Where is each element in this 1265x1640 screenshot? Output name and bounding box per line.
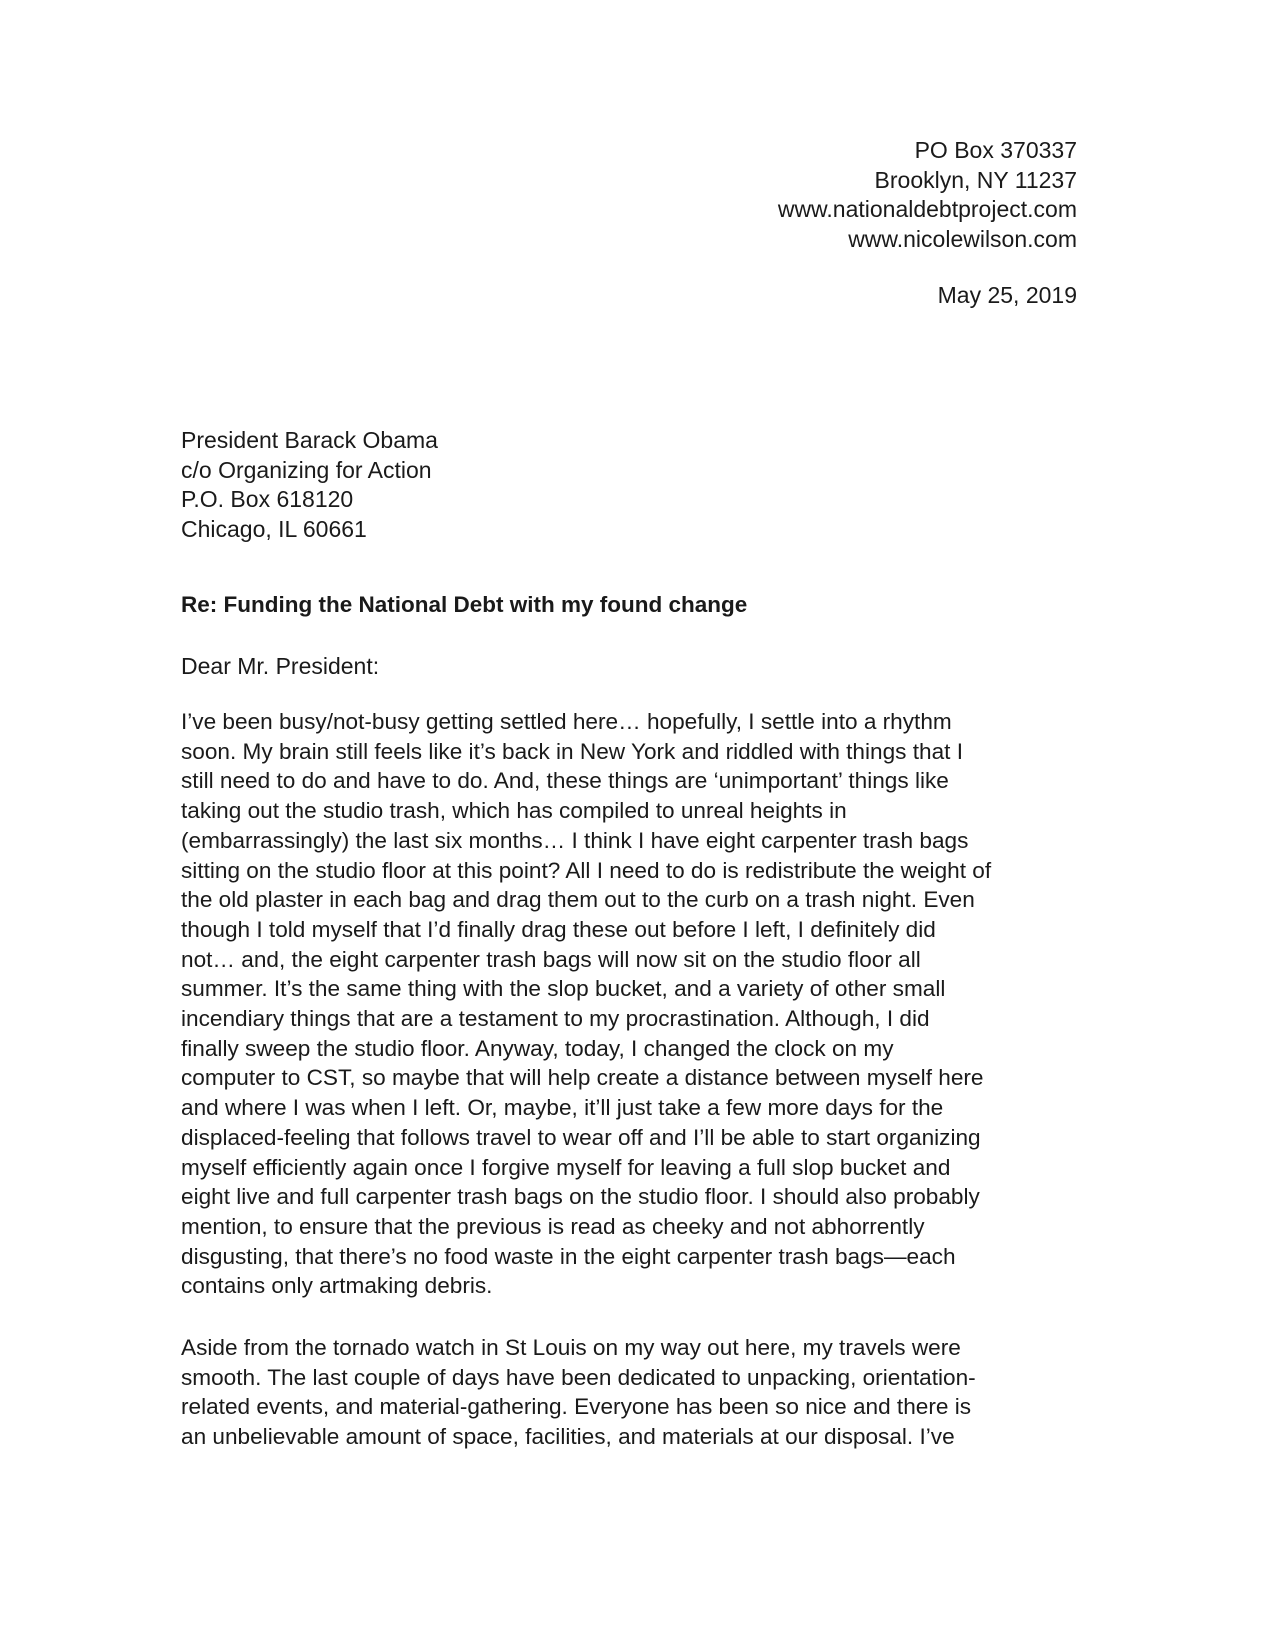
body-line: not… and, the eight carpenter trash bags will now sit on the studio floor all bbox=[181, 946, 921, 972]
body-line: and where I was when I left. Or, maybe, it’ll just take a few more days for the bbox=[181, 1095, 944, 1121]
sender-website-line: www.nicolewilson.com bbox=[848, 225, 1077, 252]
body-line: myself efficiently again once I forgive myself for leaving a full slop bucket and bbox=[181, 1154, 951, 1180]
body-line: mention, to ensure that the previous is read as cheeky and not abhorrently bbox=[181, 1213, 925, 1239]
body-line: though I told myself that I’d finally drag these out before I left, I definitely did bbox=[181, 916, 936, 942]
recipient-address bbox=[181, 426, 438, 544]
body-line: the old plaster in each bag and drag them out to the curb on a trash night. Even bbox=[181, 887, 975, 913]
body-line: incendiary things that are a testament to my procrastination. Although, I did bbox=[181, 1006, 930, 1032]
body-paragraph bbox=[181, 707, 1081, 1301]
body-line: computer to CST, so maybe that will help create a distance between myself here bbox=[181, 1065, 984, 1091]
recipient-address-line: c/o Organizing for Action bbox=[181, 456, 432, 483]
body-line: (embarrassingly) the last six months… I think I have eight carpenter trash bags bbox=[181, 827, 969, 853]
subject-line: Re: Funding the National Debt with my found change bbox=[181, 592, 748, 617]
sender-address bbox=[778, 136, 1077, 254]
body-line: an unbelievable amount of space, facilities, and materials at our disposal. I’ve bbox=[181, 1424, 955, 1450]
body-line: eight live and full carpenter trash bags on the studio floor. I should also probably bbox=[181, 1184, 980, 1210]
body-line: disgusting, that there’s no food waste in the eight carpenter trash bags—each bbox=[181, 1243, 956, 1269]
recipient-name: President Barack Obama bbox=[181, 427, 438, 453]
letter-date: May 25, 2019 bbox=[937, 282, 1077, 308]
body-line: related events, and material-gathering. Everyone has been so nice and there is bbox=[181, 1394, 972, 1420]
body-line: summer. It’s the same thing with the slop bucket, and a variety of other small bbox=[181, 976, 946, 1002]
body-line: I’ve been busy/not-busy getting settled here… hopefully, I settle into a rhythm bbox=[181, 709, 952, 734]
body-line: smooth. The last couple of days have been dedicated to unpacking, orientation- bbox=[181, 1364, 976, 1390]
sender-address-line: PO Box 370337 bbox=[914, 137, 1077, 163]
body-line: soon. My brain still feels like it’s back in New York and riddled with things that I bbox=[181, 738, 963, 764]
sender-address-line: Brooklyn, NY 11237 bbox=[874, 166, 1077, 193]
body-line: displaced-feeling that follows travel to wear off and I’ll be able to start organizing bbox=[181, 1124, 981, 1150]
body-line: taking out the studio trash, which has compiled to unreal heights in bbox=[181, 798, 847, 824]
recipient-address-line: P.O. Box 618120 bbox=[181, 486, 354, 512]
salutation: Dear Mr. President: bbox=[181, 653, 380, 679]
body-line: still need to do and have to do. And, these things are ‘unimportant’ things like bbox=[181, 768, 949, 794]
body-line: Aside from the tornado watch in St Louis on my way out here, my travels were bbox=[181, 1335, 961, 1360]
body-paragraph bbox=[181, 1333, 1081, 1452]
body-line: sitting on the studio floor at this point? All I need to do is redistribute the weight of bbox=[181, 857, 992, 883]
recipient-address-line: Chicago, IL 60661 bbox=[181, 515, 367, 542]
body-line: contains only artmaking debris. bbox=[181, 1273, 493, 1299]
body-line: finally sweep the studio floor. Anyway, today, I changed the clock on my bbox=[181, 1035, 894, 1061]
sender-website-line: www.nationaldebtproject.com bbox=[777, 196, 1077, 222]
